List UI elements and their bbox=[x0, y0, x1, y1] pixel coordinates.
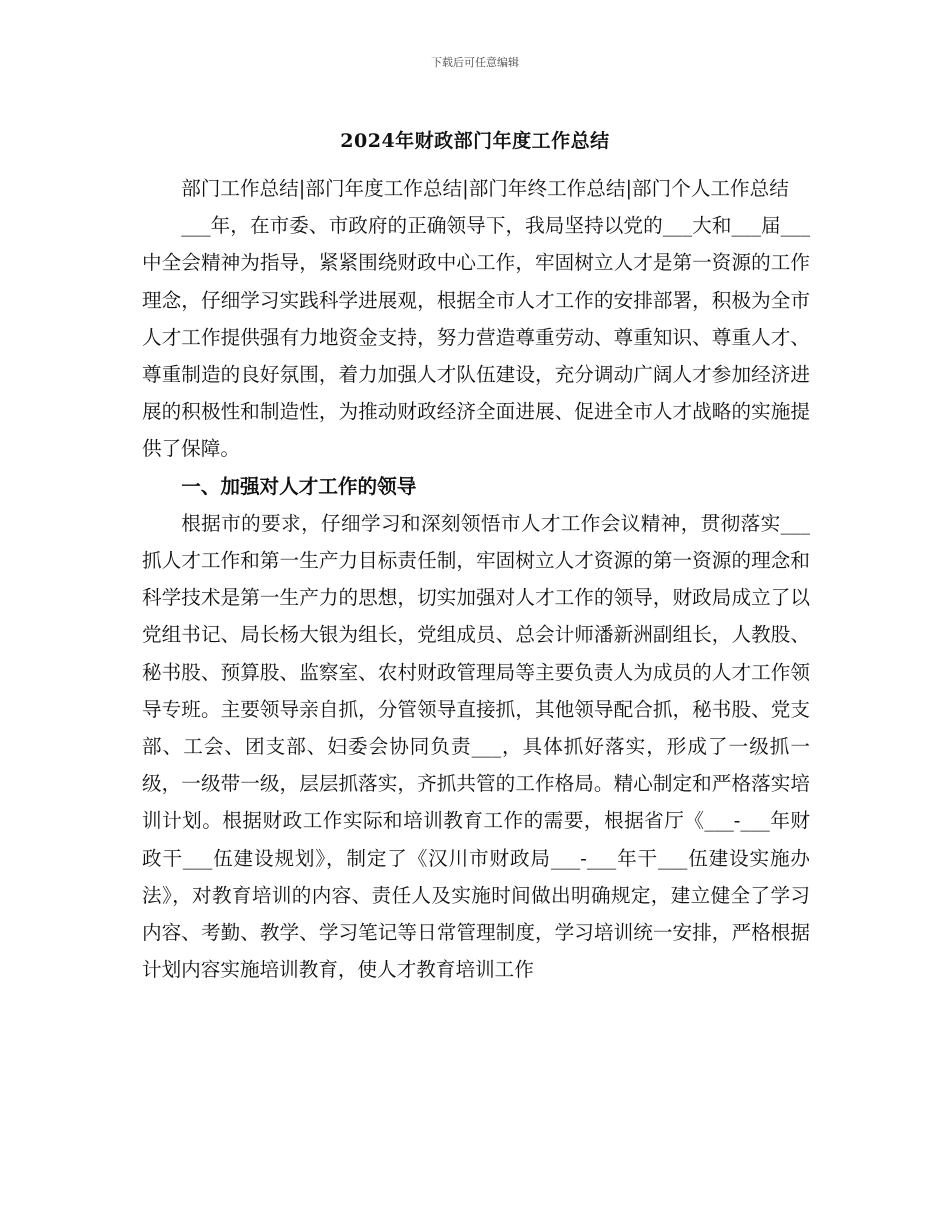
document-title: 2024年财政部门年度工作总结 bbox=[340, 130, 610, 152]
document-body bbox=[142, 170, 810, 988]
header-note: 下载后可任意编辑 bbox=[431, 56, 519, 69]
intro-paragraph: ___年，在市委、市政府的正确领导下，我局坚持以党的___大和___届___中全会精神为指导，紧紧围绕财政中心工作，牢固树立人才是第一资源的工作理念，仔细学习实践科学进展观，根据全市人才工作的安排部署，积极为全市人才工作提供强有力地资金支持，努力营造尊重劳动、尊重知识、尊重人才、尊重制造的良好氛围，着力加强人才队伍建设，充分调动广阔人才参加经济进展的积极性和制造性，为推动财政经济全面进展、促进全市人才战略的实施提供了保障。 bbox=[142, 214, 810, 461]
section-heading: 一、加强对人才工作的领导 bbox=[181, 474, 417, 498]
section-paragraph: 根据市的要求，仔细学习和深刻领悟市人才工作会议精神，贯彻落实___抓人才工作和第一生产力目标责任制，牢固树立人才资源的第一资源的理念和科学技术是第一生产力的思想，切实加强对人才工作的领导，财政局成立了以党组书记、局长杨大银为组长，党组成员、总会计师潘新洲副组长，人教股、秘书股、预算股、监察室、农村财政管理局等主要负责人为成员的人才工作领导专班。主要领导亲自抓，分管领导直接抓，其他领导配合抓，秘书股、党支部、工会、团支部、妇委会协同负责___，具体抓好落实，形成了一级抓一级，一级带一级，层层抓落实，齐抓共管的工作格局。精心制定和严格落实培训计划。根据财政工作实际和培训教育工作的需要，根据省厅《___-___年财政干___伍建设规划》，制定了《汉川市财政局___-___年干___伍建设实施办法》，对教育培训的内容、责任人及实施时间做出明确规定，建立健全了学习内容、考勤、教学、学习笔记等日常管理制度，学习培训统一安排，严格根据计划内容实施培训教育，使人才教育培训工作 bbox=[142, 511, 810, 982]
keywords-paragraph: 部门工作总结|部门年度工作总结|部门年终工作总结|部门个人工作总结 bbox=[181, 177, 789, 200]
